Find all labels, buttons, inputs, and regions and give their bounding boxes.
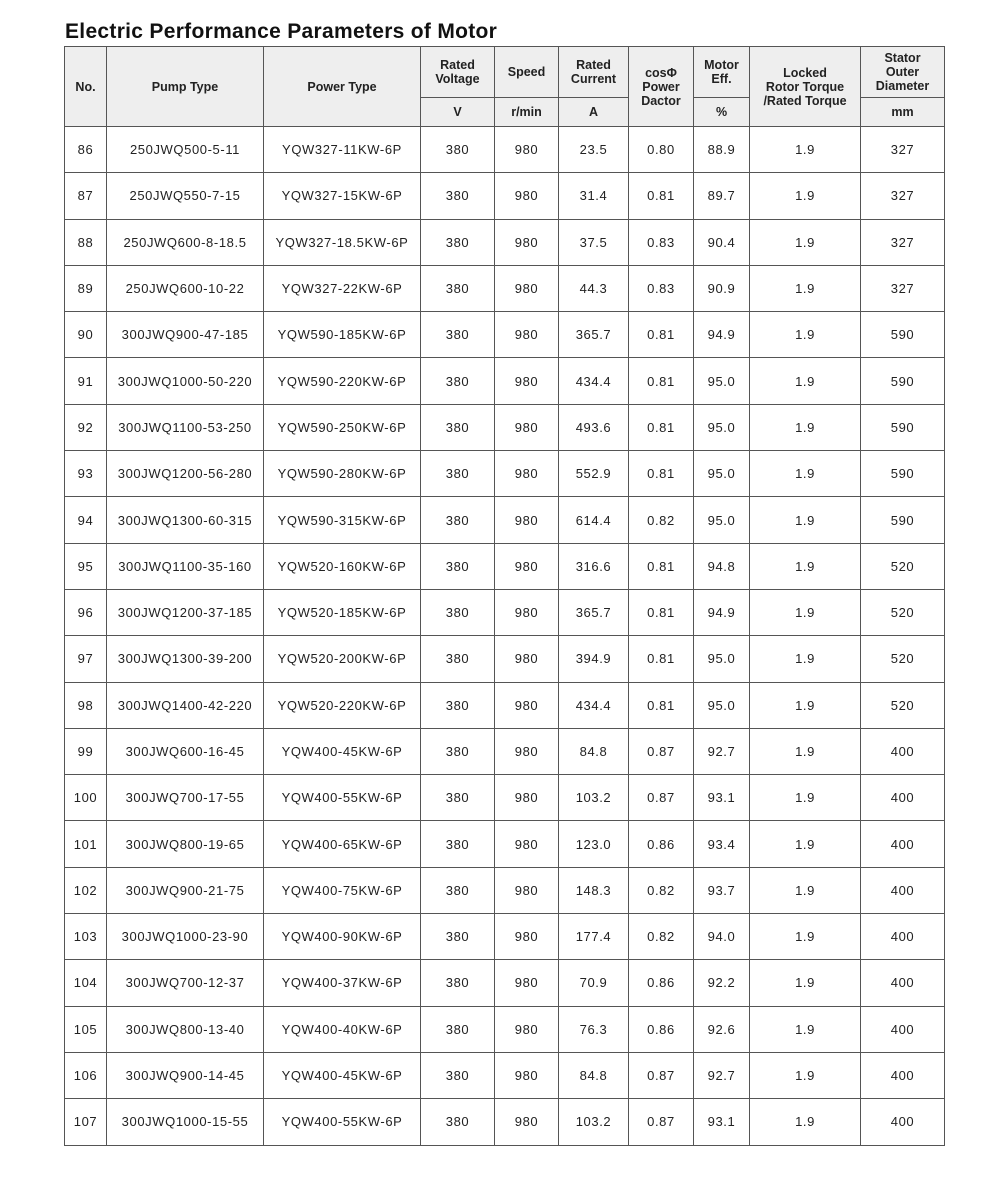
- cell-rated-voltage: 380: [421, 497, 495, 543]
- cell-no: 91: [65, 358, 107, 404]
- table-row: [65, 682, 945, 728]
- cell-power-factor: 0.82: [629, 914, 694, 960]
- cell-power-type: YQW520-185KW-6P: [264, 589, 421, 635]
- unit-diameter: mm: [861, 98, 945, 127]
- cell-stator-diameter: 400: [861, 1052, 945, 1098]
- cell-rated-voltage: 380: [421, 821, 495, 867]
- cell-power-factor: 0.81: [629, 173, 694, 219]
- cell-motor-eff: 93.4: [694, 821, 750, 867]
- cell-rated-current: 76.3: [559, 1006, 629, 1052]
- header-no: No.: [65, 47, 107, 127]
- header-locked-rotor-line-2: Rotor Torque: [765, 79, 845, 94]
- cell-speed: 980: [495, 960, 559, 1006]
- cell-pump-type: 250JWQ500-5-11: [107, 127, 264, 173]
- cell-rated-voltage: 380: [421, 682, 495, 728]
- cell-pump-type: 300JWQ600-16-45: [107, 728, 264, 774]
- cell-stator-diameter: 520: [861, 636, 945, 682]
- cell-rated-voltage: 380: [421, 543, 495, 589]
- cell-rated-voltage: 380: [421, 589, 495, 635]
- cell-locked-rotor-torque: 1.9: [750, 219, 861, 265]
- cell-motor-eff: 92.6: [694, 1006, 750, 1052]
- cell-no: 90: [65, 312, 107, 358]
- cell-rated-voltage: 380: [421, 451, 495, 497]
- cell-motor-eff: 93.1: [694, 775, 750, 821]
- cell-rated-current: 614.4: [559, 497, 629, 543]
- cell-power-factor: 0.87: [629, 1052, 694, 1098]
- cell-stator-diameter: 590: [861, 451, 945, 497]
- header-row: [65, 47, 945, 98]
- table-row: [65, 636, 945, 682]
- cell-power-type: YQW520-200KW-6P: [264, 636, 421, 682]
- cell-rated-voltage: 380: [421, 404, 495, 450]
- cell-rated-current: 44.3: [559, 265, 629, 311]
- cell-rated-current: 365.7: [559, 312, 629, 358]
- cell-no: 102: [65, 867, 107, 913]
- cell-power-type: YQW400-40KW-6P: [264, 1006, 421, 1052]
- header-speed: Speed: [495, 47, 559, 98]
- cell-power-factor: 0.81: [629, 543, 694, 589]
- cell-locked-rotor-torque: 1.9: [750, 775, 861, 821]
- cell-speed: 980: [495, 451, 559, 497]
- header-rated-voltage: [421, 47, 495, 98]
- cell-power-factor: 0.86: [629, 960, 694, 1006]
- cell-stator-diameter: 327: [861, 219, 945, 265]
- cell-no: 89: [65, 265, 107, 311]
- cell-pump-type: 300JWQ1300-60-315: [107, 497, 264, 543]
- table-row: [65, 219, 945, 265]
- cell-speed: 980: [495, 821, 559, 867]
- cell-stator-diameter: 590: [861, 404, 945, 450]
- cell-locked-rotor-torque: 1.9: [750, 1052, 861, 1098]
- cell-rated-current: 365.7: [559, 589, 629, 635]
- table-row: [65, 543, 945, 589]
- cell-speed: 980: [495, 312, 559, 358]
- cell-locked-rotor-torque: 1.9: [750, 914, 861, 960]
- cell-speed: 980: [495, 1052, 559, 1098]
- cell-no: 94: [65, 497, 107, 543]
- cell-speed: 980: [495, 1006, 559, 1052]
- cell-speed: 980: [495, 497, 559, 543]
- cell-motor-eff: 95.0: [694, 451, 750, 497]
- cell-pump-type: 300JWQ1000-50-220: [107, 358, 264, 404]
- cell-power-factor: 0.81: [629, 312, 694, 358]
- cell-locked-rotor-torque: 1.9: [750, 173, 861, 219]
- cell-stator-diameter: 400: [861, 1006, 945, 1052]
- cell-no: 97: [65, 636, 107, 682]
- cell-speed: 980: [495, 127, 559, 173]
- cell-speed: 980: [495, 358, 559, 404]
- cell-speed: 980: [495, 636, 559, 682]
- cell-no: 88: [65, 219, 107, 265]
- cell-pump-type: 250JWQ550-7-15: [107, 173, 264, 219]
- cell-rated-voltage: 380: [421, 1099, 495, 1145]
- table-row: [65, 312, 945, 358]
- table-row: [65, 1099, 945, 1145]
- cell-power-factor: 0.81: [629, 589, 694, 635]
- unit-voltage: V: [421, 98, 495, 127]
- cell-motor-eff: 95.0: [694, 497, 750, 543]
- header-power-factor-line-2: Power: [642, 79, 680, 94]
- cell-motor-eff: 94.9: [694, 589, 750, 635]
- cell-power-type: YQW590-250KW-6P: [264, 404, 421, 450]
- cell-locked-rotor-torque: 1.9: [750, 265, 861, 311]
- table-row: [65, 497, 945, 543]
- unit-efficiency: %: [694, 98, 750, 127]
- cell-speed: 980: [495, 775, 559, 821]
- cell-stator-diameter: 520: [861, 543, 945, 589]
- cell-pump-type: 300JWQ700-12-37: [107, 960, 264, 1006]
- cell-power-factor: 0.87: [629, 1099, 694, 1145]
- page-title: Electric Performance Parameters of Motor: [65, 20, 498, 43]
- cell-no: 106: [65, 1052, 107, 1098]
- cell-speed: 980: [495, 682, 559, 728]
- cell-rated-voltage: 380: [421, 775, 495, 821]
- cell-no: 104: [65, 960, 107, 1006]
- cell-speed: 980: [495, 589, 559, 635]
- cell-locked-rotor-torque: 1.9: [750, 1099, 861, 1145]
- cell-stator-diameter: 327: [861, 127, 945, 173]
- cell-motor-eff: 89.7: [694, 173, 750, 219]
- cell-motor-eff: 95.0: [694, 682, 750, 728]
- cell-rated-current: 23.5: [559, 127, 629, 173]
- cell-speed: 980: [495, 1099, 559, 1145]
- cell-motor-eff: 95.0: [694, 636, 750, 682]
- cell-power-factor: 0.83: [629, 265, 694, 311]
- cell-pump-type: 300JWQ1100-35-160: [107, 543, 264, 589]
- cell-speed: 980: [495, 265, 559, 311]
- cell-locked-rotor-torque: 1.9: [750, 358, 861, 404]
- cell-speed: 980: [495, 867, 559, 913]
- cell-pump-type: 300JWQ1200-37-185: [107, 589, 264, 635]
- cell-rated-current: 123.0: [559, 821, 629, 867]
- header-stator-line-1: Stator: [884, 51, 921, 65]
- cell-no: 87: [65, 173, 107, 219]
- table-row: [65, 867, 945, 913]
- cell-power-type: YQW327-15KW-6P: [264, 173, 421, 219]
- cell-rated-voltage: 380: [421, 728, 495, 774]
- cell-power-factor: 0.81: [629, 404, 694, 450]
- header-motor-eff-line-2: Eff.: [711, 72, 732, 86]
- cell-rated-current: 70.9: [559, 960, 629, 1006]
- cell-stator-diameter: 590: [861, 312, 945, 358]
- cell-no: 92: [65, 404, 107, 450]
- cell-pump-type: 300JWQ900-14-45: [107, 1052, 264, 1098]
- header-motor-eff: [694, 47, 750, 98]
- header-rated-voltage-line-2: Voltage: [435, 72, 480, 86]
- cell-power-type: YQW590-185KW-6P: [264, 312, 421, 358]
- cell-stator-diameter: 400: [861, 960, 945, 1006]
- header-locked-rotor-torque: [750, 47, 861, 127]
- cell-motor-eff: 90.4: [694, 219, 750, 265]
- table-row: [65, 451, 945, 497]
- cell-locked-rotor-torque: 1.9: [750, 867, 861, 913]
- cell-motor-eff: 93.1: [694, 1099, 750, 1145]
- cell-stator-diameter: 520: [861, 589, 945, 635]
- cell-locked-rotor-torque: 1.9: [750, 312, 861, 358]
- cell-rated-current: 493.6: [559, 404, 629, 450]
- cell-pump-type: 300JWQ1100-53-250: [107, 404, 264, 450]
- cell-rated-current: 316.6: [559, 543, 629, 589]
- cell-rated-voltage: 380: [421, 867, 495, 913]
- header-motor-eff-line-1: Motor: [704, 58, 739, 72]
- cell-motor-eff: 90.9: [694, 265, 750, 311]
- cell-pump-type: 300JWQ900-47-185: [107, 312, 264, 358]
- cell-power-type: YQW400-45KW-6P: [264, 728, 421, 774]
- cell-locked-rotor-torque: 1.9: [750, 636, 861, 682]
- cell-power-factor: 0.82: [629, 497, 694, 543]
- table-row: [65, 728, 945, 774]
- cell-rated-current: 37.5: [559, 219, 629, 265]
- cell-motor-eff: 95.0: [694, 404, 750, 450]
- header-power-factor: [629, 47, 694, 127]
- header-stator-line-2: Outer: [885, 65, 920, 79]
- cell-rated-current: 84.8: [559, 1052, 629, 1098]
- header-rated-current: [559, 47, 629, 98]
- cell-locked-rotor-torque: 1.9: [750, 497, 861, 543]
- header-pump-type: Pump Type: [107, 47, 264, 127]
- cell-power-type: YQW400-75KW-6P: [264, 867, 421, 913]
- cell-no: 95: [65, 543, 107, 589]
- motor-parameters-table: [64, 46, 945, 1146]
- cell-power-type: YQW400-65KW-6P: [264, 821, 421, 867]
- cell-rated-current: 177.4: [559, 914, 629, 960]
- cell-no: 93: [65, 451, 107, 497]
- cell-power-factor: 0.82: [629, 867, 694, 913]
- cell-power-type: YQW327-11KW-6P: [264, 127, 421, 173]
- cell-motor-eff: 93.7: [694, 867, 750, 913]
- cell-no: 99: [65, 728, 107, 774]
- cell-motor-eff: 92.7: [694, 1052, 750, 1098]
- cell-power-type: YQW400-90KW-6P: [264, 914, 421, 960]
- cell-locked-rotor-torque: 1.9: [750, 127, 861, 173]
- cell-stator-diameter: 590: [861, 358, 945, 404]
- table-row: [65, 821, 945, 867]
- cell-rated-current: 31.4: [559, 173, 629, 219]
- cell-stator-diameter: 400: [861, 821, 945, 867]
- table-row: [65, 960, 945, 1006]
- cell-power-factor: 0.81: [629, 451, 694, 497]
- cell-locked-rotor-torque: 1.9: [750, 1006, 861, 1052]
- table-row: [65, 404, 945, 450]
- cell-rated-voltage: 380: [421, 358, 495, 404]
- header-rated-voltage-line-1: Rated: [440, 58, 475, 72]
- cell-pump-type: 300JWQ1200-56-280: [107, 451, 264, 497]
- cell-motor-eff: 94.9: [694, 312, 750, 358]
- cell-motor-eff: 92.7: [694, 728, 750, 774]
- header-stator-line-3: Diameter: [875, 79, 930, 93]
- cell-speed: 980: [495, 219, 559, 265]
- cell-power-type: YQW327-22KW-6P: [264, 265, 421, 311]
- cell-speed: 980: [495, 543, 559, 589]
- cell-stator-diameter: 520: [861, 682, 945, 728]
- table-row: [65, 914, 945, 960]
- cell-stator-diameter: 400: [861, 867, 945, 913]
- cell-pump-type: 300JWQ900-21-75: [107, 867, 264, 913]
- header-power-type: Power Type: [264, 47, 421, 127]
- table-row: [65, 1052, 945, 1098]
- cell-rated-voltage: 380: [421, 1052, 495, 1098]
- table-row: [65, 173, 945, 219]
- cell-power-type: YQW400-37KW-6P: [264, 960, 421, 1006]
- unit-speed: r/min: [495, 98, 559, 127]
- cell-power-factor: 0.81: [629, 636, 694, 682]
- cell-stator-diameter: 400: [861, 1099, 945, 1145]
- cell-stator-diameter: 400: [861, 914, 945, 960]
- table-row: [65, 127, 945, 173]
- cell-power-type: YQW590-280KW-6P: [264, 451, 421, 497]
- cell-stator-diameter: 400: [861, 728, 945, 774]
- cell-power-type: YQW400-55KW-6P: [264, 775, 421, 821]
- cell-motor-eff: 94.0: [694, 914, 750, 960]
- cell-no: 96: [65, 589, 107, 635]
- cell-locked-rotor-torque: 1.9: [750, 451, 861, 497]
- cell-stator-diameter: 400: [861, 775, 945, 821]
- cell-rated-voltage: 380: [421, 219, 495, 265]
- cell-rated-voltage: 380: [421, 312, 495, 358]
- header-rated-current-line-2: Current: [570, 72, 617, 86]
- cell-speed: 980: [495, 728, 559, 774]
- cell-power-type: YQW520-160KW-6P: [264, 543, 421, 589]
- cell-power-type: YQW400-55KW-6P: [264, 1099, 421, 1145]
- cell-no: 100: [65, 775, 107, 821]
- cell-rated-voltage: 380: [421, 914, 495, 960]
- cell-locked-rotor-torque: 1.9: [750, 821, 861, 867]
- cell-power-factor: 0.86: [629, 821, 694, 867]
- cell-pump-type: 300JWQ1400-42-220: [107, 682, 264, 728]
- cell-no: 101: [65, 821, 107, 867]
- header-power-factor-line-1: cosΦ: [645, 65, 677, 80]
- cell-locked-rotor-torque: 1.9: [750, 960, 861, 1006]
- cell-locked-rotor-torque: 1.9: [750, 682, 861, 728]
- cell-motor-eff: 88.9: [694, 127, 750, 173]
- cell-power-type: YQW590-220KW-6P: [264, 358, 421, 404]
- cell-rated-current: 103.2: [559, 1099, 629, 1145]
- cell-power-type: YQW400-45KW-6P: [264, 1052, 421, 1098]
- header-locked-rotor-line-3: /Rated Torque: [763, 93, 847, 108]
- header-rated-current-line-1: Rated: [576, 58, 611, 72]
- unit-current: A: [559, 98, 629, 127]
- cell-rated-current: 552.9: [559, 451, 629, 497]
- cell-pump-type: 300JWQ1300-39-200: [107, 636, 264, 682]
- cell-speed: 980: [495, 173, 559, 219]
- cell-power-factor: 0.81: [629, 682, 694, 728]
- header-power-factor-line-3: Dactor: [641, 93, 681, 108]
- cell-rated-voltage: 380: [421, 265, 495, 311]
- cell-motor-eff: 92.2: [694, 960, 750, 1006]
- cell-rated-current: 84.8: [559, 728, 629, 774]
- cell-power-factor: 0.87: [629, 728, 694, 774]
- cell-no: 98: [65, 682, 107, 728]
- cell-no: 107: [65, 1099, 107, 1145]
- cell-rated-voltage: 380: [421, 636, 495, 682]
- cell-motor-eff: 94.8: [694, 543, 750, 589]
- table-row: [65, 1006, 945, 1052]
- cell-power-factor: 0.80: [629, 127, 694, 173]
- cell-stator-diameter: 327: [861, 265, 945, 311]
- cell-power-factor: 0.86: [629, 1006, 694, 1052]
- cell-speed: 980: [495, 404, 559, 450]
- header-locked-rotor-line-1: Locked: [783, 65, 827, 80]
- cell-stator-diameter: 327: [861, 173, 945, 219]
- cell-rated-current: 434.4: [559, 358, 629, 404]
- cell-rated-current: 434.4: [559, 682, 629, 728]
- cell-no: 103: [65, 914, 107, 960]
- table-row: [65, 265, 945, 311]
- cell-pump-type: 300JWQ700-17-55: [107, 775, 264, 821]
- cell-rated-voltage: 380: [421, 960, 495, 1006]
- cell-power-type: YQW327-18.5KW-6P: [264, 219, 421, 265]
- table-body: [65, 127, 945, 1146]
- cell-locked-rotor-torque: 1.9: [750, 728, 861, 774]
- cell-speed: 980: [495, 914, 559, 960]
- cell-rated-voltage: 380: [421, 127, 495, 173]
- cell-pump-type: 300JWQ1000-23-90: [107, 914, 264, 960]
- cell-rated-current: 148.3: [559, 867, 629, 913]
- cell-pump-type: 250JWQ600-10-22: [107, 265, 264, 311]
- cell-pump-type: 300JWQ1000-15-55: [107, 1099, 264, 1145]
- table-row: [65, 775, 945, 821]
- cell-stator-diameter: 590: [861, 497, 945, 543]
- cell-power-type: YQW590-315KW-6P: [264, 497, 421, 543]
- cell-power-factor: 0.81: [629, 358, 694, 404]
- cell-rated-voltage: 380: [421, 173, 495, 219]
- cell-no: 86: [65, 127, 107, 173]
- cell-locked-rotor-torque: 1.9: [750, 404, 861, 450]
- cell-pump-type: 250JWQ600-8-18.5: [107, 219, 264, 265]
- table-row: [65, 589, 945, 635]
- cell-rated-voltage: 380: [421, 1006, 495, 1052]
- header-stator-diameter: [861, 47, 945, 98]
- cell-power-type: YQW520-220KW-6P: [264, 682, 421, 728]
- cell-motor-eff: 95.0: [694, 358, 750, 404]
- cell-pump-type: 300JWQ800-13-40: [107, 1006, 264, 1052]
- cell-no: 105: [65, 1006, 107, 1052]
- cell-power-factor: 0.83: [629, 219, 694, 265]
- table-row: [65, 358, 945, 404]
- cell-locked-rotor-torque: 1.9: [750, 543, 861, 589]
- cell-pump-type: 300JWQ800-19-65: [107, 821, 264, 867]
- cell-power-factor: 0.87: [629, 775, 694, 821]
- cell-locked-rotor-torque: 1.9: [750, 589, 861, 635]
- cell-rated-current: 394.9: [559, 636, 629, 682]
- cell-rated-current: 103.2: [559, 775, 629, 821]
